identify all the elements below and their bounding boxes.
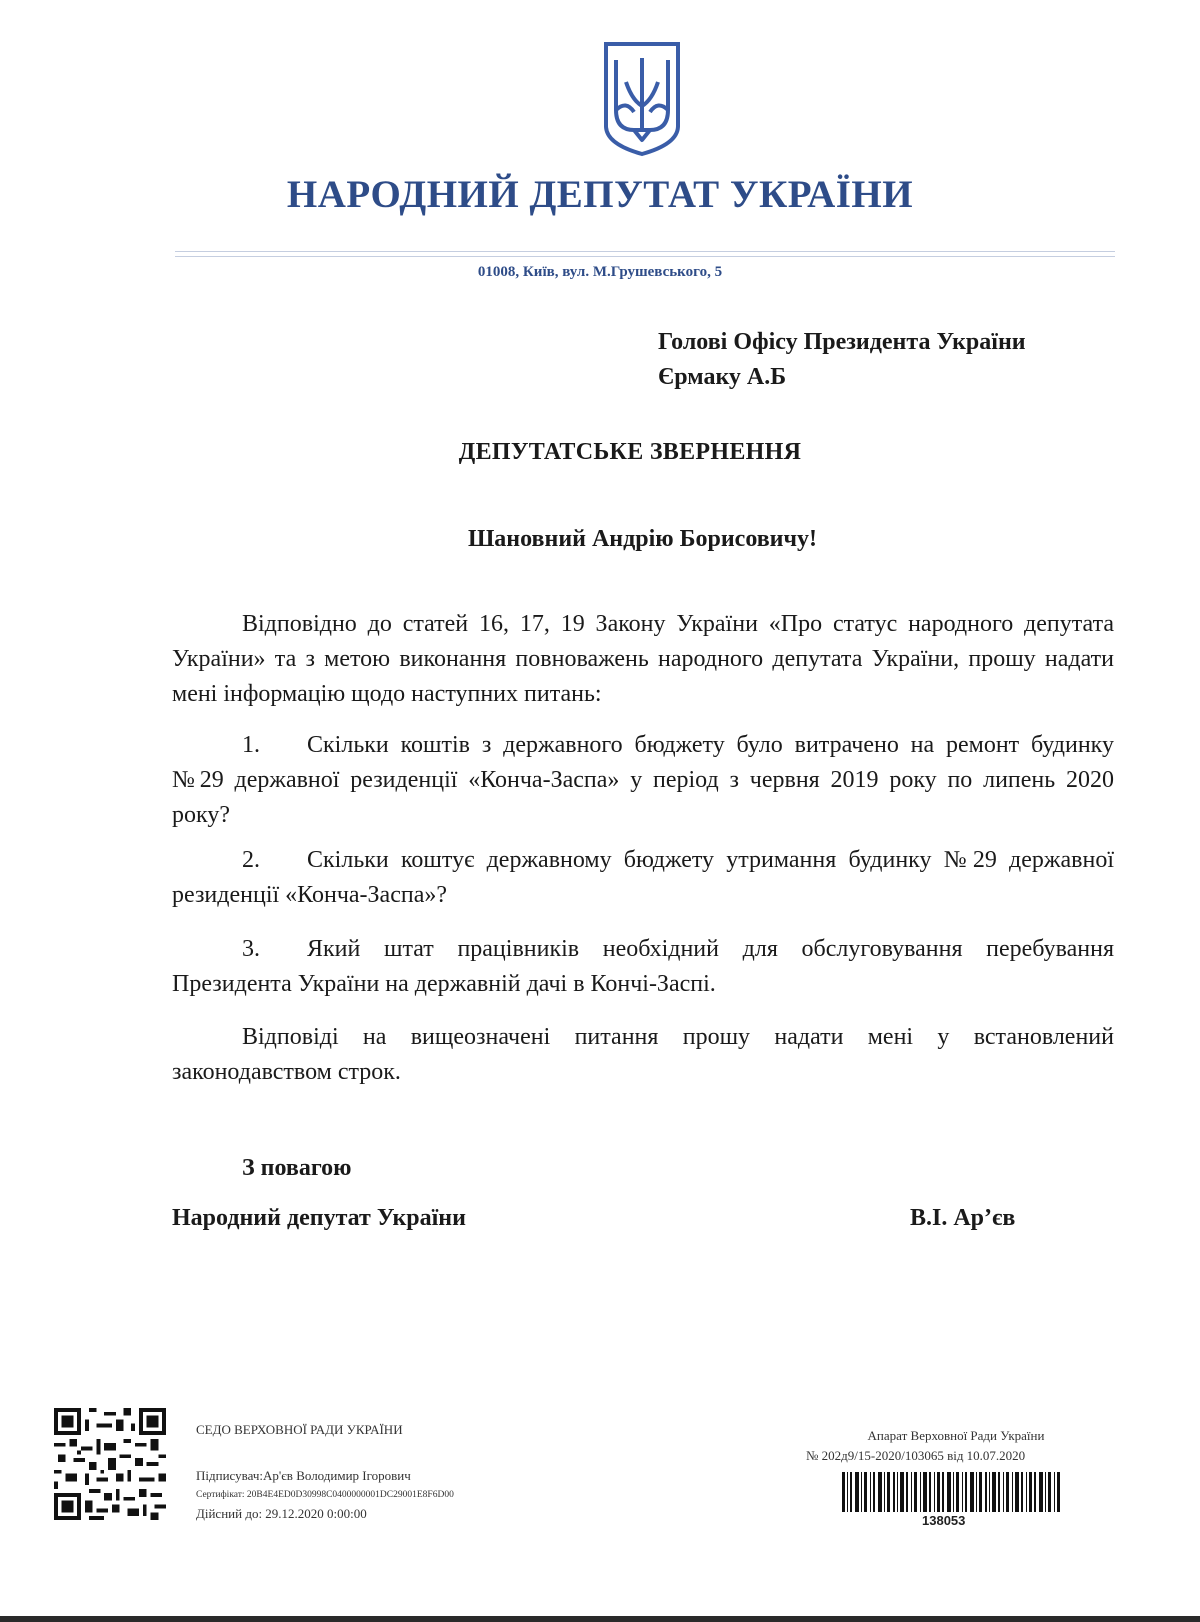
question-number: 3.: [242, 936, 260, 962]
signer-title: Народний депутат України: [172, 1205, 466, 1231]
question-item: [172, 728, 1114, 833]
signer-info: Підписувач:Ар'єв Володимир Ігорович: [196, 1468, 411, 1483]
recipient-block: [658, 325, 1026, 395]
question-item: [172, 932, 1114, 1002]
sedo-label: СЕДО ВЕРХОВНОЇ РАДИ УКРАЇНИ: [196, 1422, 403, 1437]
signer-name: В.І. Ар’єв: [910, 1205, 1016, 1231]
header-divider: [175, 256, 1115, 257]
validity-info: Дійсний до: 29.12.2020 0:00:00: [196, 1506, 367, 1521]
question-text: Скільки коштів з державного бюджету було витрачено на ремонт будинку №29 державної резиденції «Конча-Заспа» у період з червня 2019 року по липень 2020 року?: [172, 732, 1114, 828]
recipient-position: Голові Офісу Президента України: [658, 329, 1026, 355]
qr-code-icon: [54, 1408, 166, 1520]
regards: З повагою: [242, 1155, 352, 1181]
certificate-info: Сертифікат: 20В4Е4ЕD0D30998C0400000001DC29001E8F6D00: [196, 1490, 454, 1500]
question-text: Який штат працівників необхідний для обслуговування перебування Президента України на державній дачі в Кончі-Заспі.: [172, 936, 1114, 997]
intro-paragraph: Відповідно до статей 16, 17, 19 Закону України «Про статус народного депутата України» та з метою виконання повноважень народного депутата України, прошу надати мені інформацію щодо наступних питань:: [172, 611, 1114, 707]
registry-office: Апарат Верховної Ради України: [867, 1428, 1045, 1443]
page-title: НАРОДНИЙ ДЕПУТАТ УКРАЇНИ: [286, 173, 914, 216]
salutation: Шановний Андрію Борисовичу!: [467, 526, 818, 552]
document-heading: ДЕПУТАТСЬКЕ ЗВЕРНЕННЯ: [458, 439, 802, 465]
question-text: Скільки коштує державному бюджету утримання будинку №29 державної резиденції «Конча-Заспа»?: [172, 847, 1114, 908]
page-bottom-edge: [0, 1616, 1200, 1622]
header-divider: [175, 251, 1115, 252]
tryzub-icon: [602, 40, 682, 158]
question-number: 1.: [242, 732, 260, 758]
header-address: 01008, Київ, вул. М.Грушевського, 5: [477, 264, 723, 280]
closing-paragraph: Відповіді на вищеозначені питання прошу надати мені у встановлений законодавством строк.: [172, 1024, 1114, 1085]
question-item: [172, 843, 1114, 913]
recipient-name: Єрмаку А.Б: [658, 364, 787, 390]
barcode-icon: [842, 1472, 1060, 1512]
barcode-number: 138053: [922, 1513, 966, 1528]
registry-number: № 202д9/15-2020/103065 від 10.07.2020: [806, 1448, 1026, 1463]
question-number: 2.: [242, 847, 260, 873]
